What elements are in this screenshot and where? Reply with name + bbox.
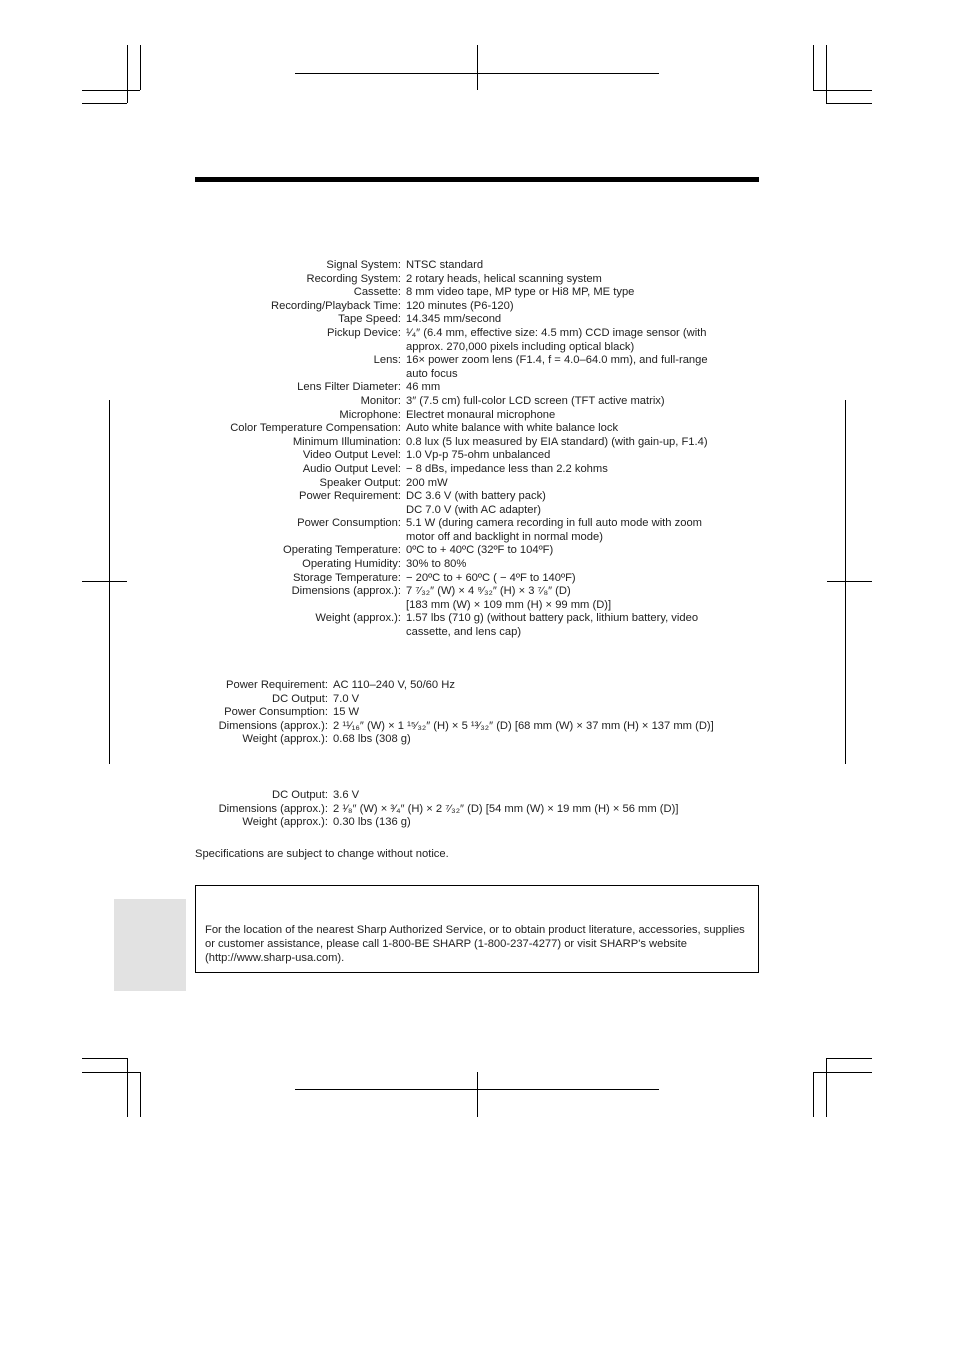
spec-value-line: 46 mm: [406, 381, 441, 394]
spec-row: [205, 422, 708, 436]
spec-value-line: approx. 270,000 pixels including optical black): [406, 340, 635, 353]
spec-row: [205, 300, 708, 314]
spec-row: [195, 679, 714, 693]
spec-label: Signal System:: [326, 259, 401, 271]
spec-label: Lens Filter Diameter:: [297, 381, 401, 394]
spec-label: Power Consumption:: [224, 706, 328, 719]
spec-label: Power Requirement:: [299, 490, 401, 503]
service-info-box: [195, 885, 759, 973]
spec-value-line: 1.57 lbs (710 g) (without battery pack, lithium battery, video: [406, 612, 699, 625]
spec-value-line: NTSC standard: [406, 259, 484, 271]
side-tab: [114, 899, 186, 991]
spec-label: Speaker Output:: [319, 476, 401, 489]
spec-value: [401, 449, 550, 463]
spec-value-line: Auto white balance with white balance lock: [406, 422, 619, 435]
spec-row: [195, 693, 714, 707]
spec-value-line: 120 minutes (P6-120): [406, 299, 514, 312]
crop-mark: [82, 90, 140, 91]
spec-row: [195, 733, 714, 747]
spec-value-line: 200 mW: [406, 476, 448, 489]
registration-mark: [82, 581, 127, 582]
spec-label: Cassette:: [353, 286, 401, 299]
spec-value: [401, 544, 553, 558]
spec-value-line: − 20ºC to + 60ºC ( − 4ºF to 140ºF): [406, 571, 576, 584]
crop-mark: [82, 103, 127, 104]
spec-label: Power Requirement:: [226, 679, 328, 691]
spec-label: Weight (approx.):: [242, 816, 328, 829]
spec-value-line: 15 W: [333, 706, 360, 719]
spec-value: [401, 300, 514, 314]
spec-label: Monitor:: [360, 394, 401, 407]
spec-value: [401, 259, 483, 273]
spec-row: [205, 517, 708, 544]
spec-value-line: 3.6 V: [333, 789, 360, 801]
registration-mark: [109, 400, 110, 764]
spec-value: [328, 706, 359, 720]
spec-value: [328, 693, 359, 707]
spec-value-line: 0.68 lbs (308 g): [333, 733, 411, 746]
spec-value-line: 7.0 V: [333, 692, 360, 705]
spec-label: Recording/Playback Time:: [271, 299, 401, 312]
spec-value-line: DC 3.6 V (with battery pack): [406, 490, 546, 503]
crop-mark: [826, 1058, 872, 1059]
spec-value: [401, 354, 708, 381]
spec-value: [401, 463, 608, 477]
crop-mark: [127, 1058, 128, 1117]
spec-value: [401, 381, 440, 395]
spec-label: Weight (approx.):: [315, 612, 401, 625]
spec-row: [195, 803, 678, 817]
spec-value: [328, 816, 411, 830]
spec-label: Lens:: [373, 354, 401, 367]
spec-row: [205, 286, 708, 300]
crop-mark: [813, 1072, 814, 1117]
spec-value-line: 2 ¹¹⁄₁₆″ (W) × 1 ¹⁵⁄₃₂″ (H) × 5 ¹³⁄₃₂″ (D) [68 mm (W) × 37 mm (H) × 137 mm (D)]: [333, 719, 714, 732]
spec-value: [401, 395, 665, 409]
registration-mark: [477, 1072, 478, 1117]
spec-value: [401, 477, 448, 491]
spec-label: Operating Temperature:: [283, 544, 401, 557]
spec-row: [205, 409, 708, 423]
spec-value: [401, 273, 602, 287]
spec-value: [401, 612, 698, 639]
registration-mark: [477, 45, 478, 90]
spec-value-line: 7 ⁷⁄₃₂″ (W) × 4 ⁹⁄₃₂″ (H) × 3 ⁷⁄₈″ (D): [406, 585, 571, 598]
spec-row: [195, 720, 714, 734]
ac-adapter-spec-table: [195, 679, 714, 747]
spec-value-line: 2 rotary heads, helical scanning system: [406, 272, 602, 285]
spec-label: Dimensions (approx.):: [291, 585, 401, 598]
spec-row: [205, 463, 708, 477]
spec-row: [195, 816, 678, 830]
spec-row: [205, 490, 708, 517]
spec-row: [205, 477, 708, 491]
spec-row: [195, 789, 678, 803]
spec-value: [328, 733, 411, 747]
spec-label: Tape Speed:: [338, 313, 401, 326]
spec-row: [205, 259, 708, 273]
spec-row: [205, 585, 708, 612]
spec-value: [328, 789, 359, 803]
service-info-text: For the location of the nearest Sharp Authorized Service, or to obtain product literature, accessories, supplies or customer assistance, please call 1-800-BE SHARP (1-800-237-4277) or visit SHARP's website (http://www.sharp-usa.com).: [205, 924, 745, 964]
spec-value-line: 30% to 80%: [406, 558, 467, 571]
spec-label: Storage Temperature:: [292, 571, 401, 584]
spec-row: [205, 449, 708, 463]
spec-value-line: 0.30 lbs (136 g): [333, 816, 411, 829]
spec-value-line: 8 mm video tape, MP type or Hi8 MP, ME type: [406, 286, 635, 299]
crop-mark: [813, 90, 872, 91]
spec-value: [328, 720, 714, 734]
spec-value-line: DC 7.0 V (with AC adapter): [406, 503, 541, 516]
crop-mark: [140, 45, 141, 90]
crop-mark: [826, 103, 872, 104]
spec-value: [401, 490, 546, 517]
spec-row: [205, 273, 708, 287]
crop-mark: [813, 45, 814, 90]
spec-label: Operating Humidity:: [302, 558, 401, 571]
spec-value-line: [183 mm (W) × 109 mm (H) × 99 mm (D)]: [406, 598, 612, 611]
spec-row: [205, 354, 708, 381]
spec-label: DC Output:: [272, 692, 328, 705]
spec-row: [205, 544, 708, 558]
battery-pack-spec-table: [195, 789, 678, 830]
spec-label: DC Output:: [272, 789, 328, 801]
crop-mark: [826, 45, 827, 103]
spec-row: [205, 313, 708, 327]
spec-row: [205, 381, 708, 395]
spec-label: Audio Output Level:: [302, 462, 401, 475]
spec-label: Dimensions (approx.):: [218, 802, 328, 815]
spec-row: [205, 558, 708, 572]
spec-value: [401, 517, 702, 544]
spec-value: [401, 436, 708, 450]
spec-row: [205, 612, 708, 639]
crop-mark: [140, 1072, 141, 1117]
spec-value-line: 0.8 lux (5 lux measured by EIA standard) (with gain-up, F1.4): [406, 435, 708, 448]
spec-row: [205, 436, 708, 450]
spec-value: [401, 585, 611, 612]
specifications-notice: Specifications are subject to change without notice.: [195, 848, 449, 860]
spec-label: Recording System:: [306, 272, 401, 285]
spec-value-line: 2 ¹⁄₈″ (W) × ³⁄₄″ (H) × 2 ⁷⁄₃₂″ (D) [54 mm (W) × 19 mm (H) × 56 mm (D)]: [333, 802, 679, 815]
spec-value-line: AC 110–240 V, 50/60 Hz: [333, 679, 455, 691]
registration-mark: [845, 400, 846, 764]
spec-value: [328, 679, 455, 693]
spec-label: Dimensions (approx.):: [218, 719, 328, 732]
spec-label: Weight (approx.):: [242, 733, 328, 746]
spec-value: [328, 803, 678, 817]
spec-value: [401, 409, 555, 423]
crop-mark: [127, 45, 128, 103]
crop-mark: [82, 1072, 140, 1073]
registration-mark: [827, 581, 872, 582]
spec-label: Video Output Level:: [302, 449, 401, 462]
spec-row: [205, 572, 708, 586]
crop-mark: [813, 1072, 872, 1073]
spec-value: [401, 327, 707, 354]
spec-value: [401, 313, 501, 327]
spec-value-line: 16× power zoom lens (F1.4, f = 4.0–64.0 mm), and full-range: [406, 354, 708, 367]
header-rule: [195, 177, 759, 182]
spec-label: Pickup Device:: [327, 326, 401, 339]
spec-value-line: 14.345 mm/second: [406, 313, 502, 326]
spec-value: [401, 558, 466, 572]
spec-value-line: auto focus: [406, 367, 458, 380]
spec-value: [401, 572, 576, 586]
spec-value: [401, 286, 634, 300]
spec-value-line: ¹⁄₄″ (6.4 mm, effective size: 4.5 mm) CCD image sensor (with: [406, 326, 707, 339]
spec-value-line: 3″ (7.5 cm) full-color LCD screen (TFT active matrix): [406, 394, 665, 407]
spec-value: [401, 422, 618, 436]
spec-value-line: − 8 dBs, impedance less than 2.2 kohms: [406, 462, 608, 475]
camcorder-spec-table: [205, 259, 708, 640]
spec-value-line: cassette, and lens cap): [406, 626, 522, 639]
spec-row: [195, 706, 714, 720]
spec-label: Microphone:: [339, 408, 401, 421]
crop-mark: [826, 1058, 827, 1117]
spec-value-line: motor off and backlight in normal mode): [406, 530, 603, 543]
spec-value-line: 0ºC to + 40ºC (32ºF to 104ºF): [406, 544, 554, 557]
spec-value-line: 1.0 Vp-p 75-ohm unbalanced: [406, 449, 551, 462]
spec-value-line: Electret monaural microphone: [406, 408, 556, 421]
spec-label: Color Temperature Compensation:: [230, 422, 401, 435]
spec-label: Power Consumption:: [297, 517, 401, 530]
spec-value-line: 5.1 W (during camera recording in full auto mode with zoom: [406, 517, 702, 530]
crop-mark: [82, 1058, 127, 1059]
spec-label: Minimum Illumination:: [292, 435, 401, 448]
spec-row: [205, 327, 708, 354]
spec-row: [205, 395, 708, 409]
